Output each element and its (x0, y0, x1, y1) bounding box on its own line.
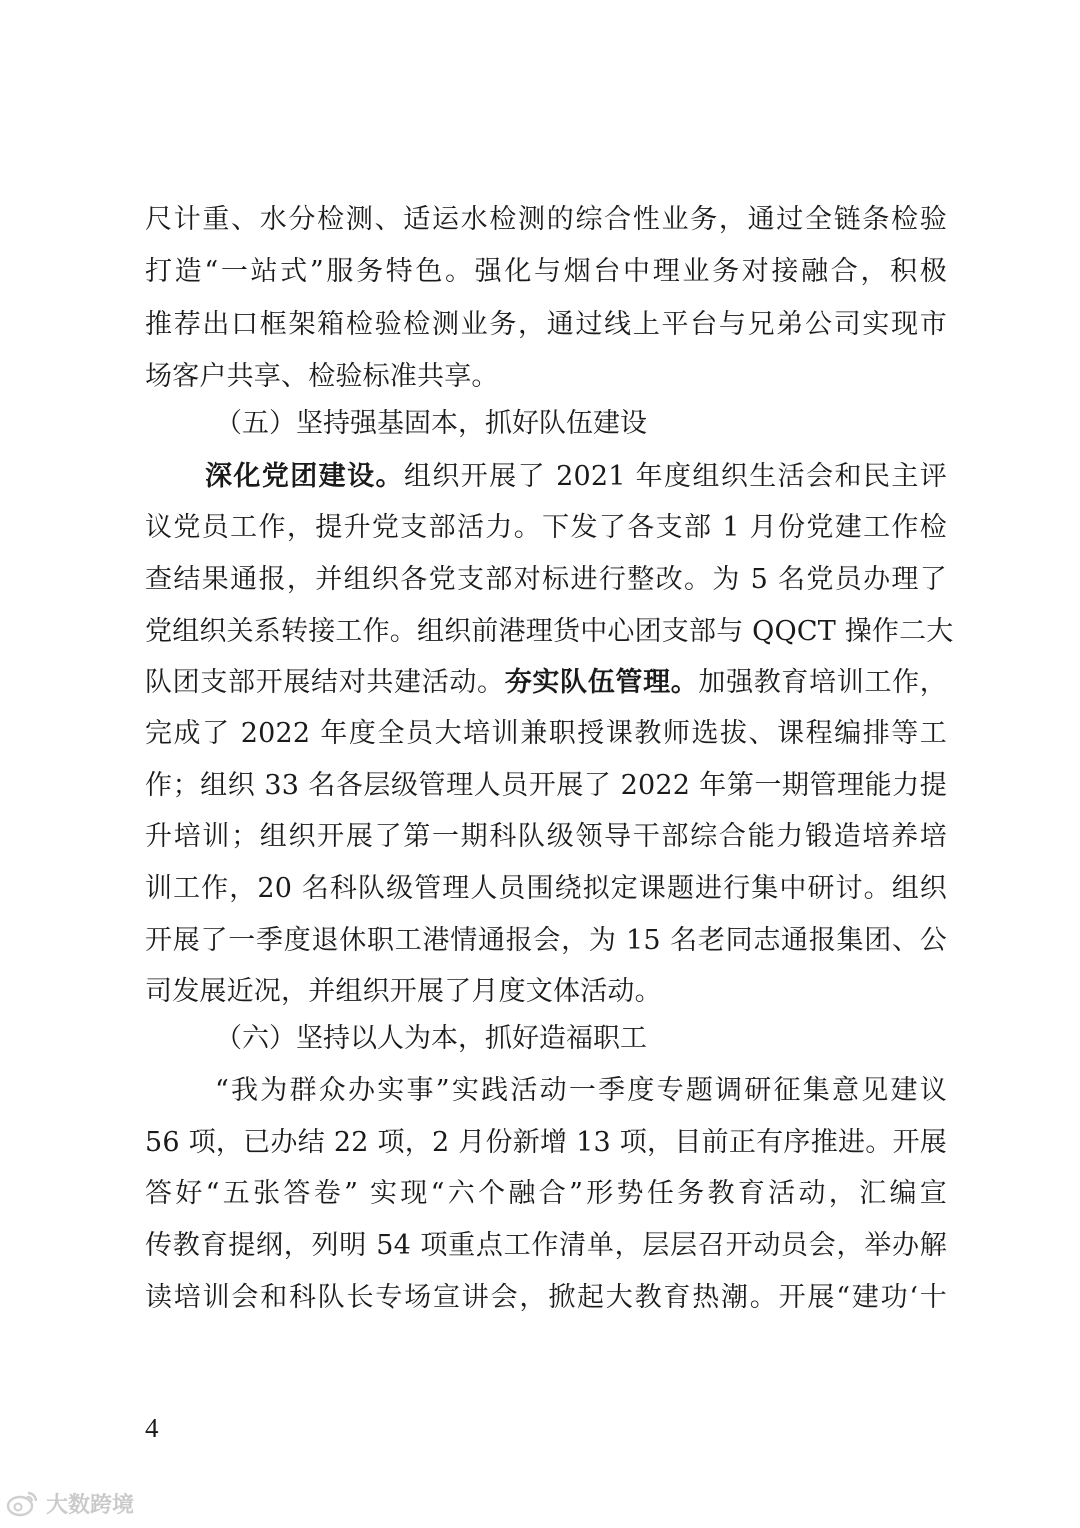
page-number: 4 (145, 1413, 159, 1443)
body-text-line: 完成了 2022 年度全员大培训兼职授课教师选拔、课程编排等工 (145, 718, 947, 749)
body-text-line: 读培训会和科队长专场宣讲会，掀起大教育热潮。开展“建功‘十 (145, 1282, 947, 1313)
body-text-line: 党组织关系转接工作。组织前港理货中心团支部与 QQCT 操作二大 (145, 616, 954, 647)
bold-lead-party-building: 深化党团建设。 (205, 461, 404, 492)
body-text-line: 56 项，已办结 22 项，2 月份新增 13 项，目前正有序推进。开展 (145, 1127, 947, 1158)
body-text-line: 答好“五张答卷” 实现“六个融合”形势任务教育活动，汇编宣 (145, 1178, 947, 1209)
body-text-line: 开展了一季度退休职工港情通报会，为 15 名老同志通报集团、公 (145, 925, 947, 956)
body-text-line: 议党员工作，提升党支部活力。下发了各支部 1 月份党建工作检 (145, 512, 947, 543)
body-text-line: 打造“一站式”服务特色。强化与烟台中理业务对接融合，积极 (145, 256, 947, 287)
body-text-line: 场客户共享、检验标准共享。 (145, 361, 499, 392)
body-text-line (205, 457, 947, 497)
watermark-text: 大数跨境 (46, 1492, 135, 1518)
body-text-line: 训工作，20 名科队级管理人员围绕拟定课题进行集中研讨。组织 (145, 873, 947, 904)
section-heading-6: （六）坚持以人为本，抓好造福职工 (215, 1023, 647, 1054)
text-run: 加强教育培训工作， (698, 667, 947, 698)
body-text-line: 传教育提纲，列明 54 项重点工作清单，层层召开动员会，举办解 (145, 1230, 947, 1261)
body-text-line: 司发展近况，并组织开展了月度文体活动。 (145, 976, 662, 1007)
bold-lead-team-management: 夯实队伍管理。 (504, 667, 699, 698)
text-run: 队团支部开展结对共建活动。 (145, 667, 505, 698)
body-text-line: “我为群众办实事”实践活动一季度专题调研征集意见建议 (215, 1075, 947, 1106)
weibo-logo-icon (6, 1489, 40, 1517)
body-text-line: 推荐出口框架箱检验检测业务，通过线上平台与兄弟公司实现市 (145, 309, 947, 340)
section-heading-5: （五）坚持强基固本，抓好队伍建设 (215, 408, 647, 439)
body-text-line: 升培训；组织开展了第一期科队级领导干部综合能力锻造培养培 (145, 821, 947, 852)
text-run: 组织开展了 2021 年度组织生活会和民主评 (403, 461, 947, 492)
body-text-line: 查结果通报，并组织各党支部对标进行整改。为 5 名党员办理了 (145, 564, 947, 595)
body-text-line (145, 663, 947, 703)
body-text-line: 尺计重、水分检测、适运水检测的综合性业务，通过全链条检验 (145, 204, 947, 235)
watermark (6, 1486, 134, 1520)
body-text-line: 作；组织 33 名各层级管理人员开展了 2022 年第一期管理能力提 (145, 770, 947, 801)
